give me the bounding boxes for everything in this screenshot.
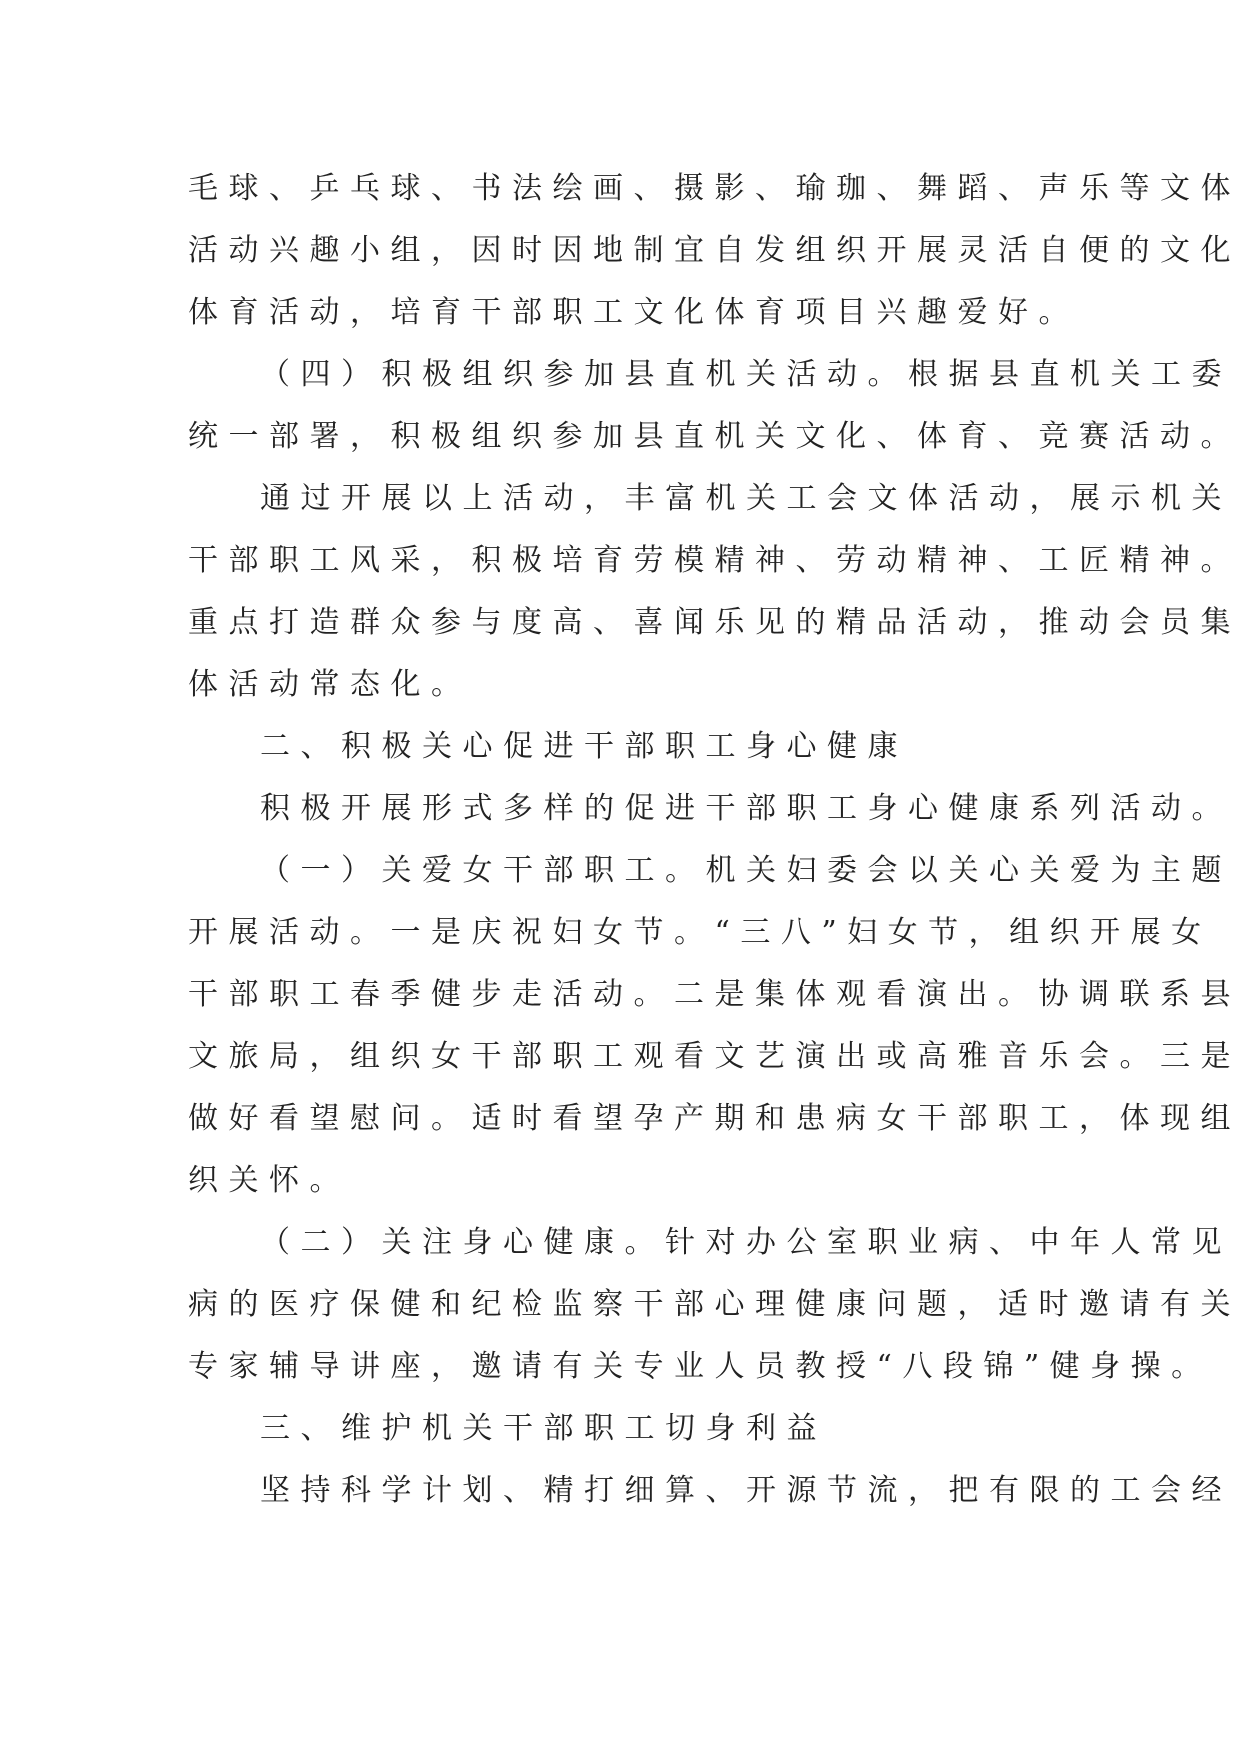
text-line: 体育活动，培育干部职工文化体育项目兴趣爱好。: [188, 295, 1079, 330]
text-line: 活动兴趣小组，因时因地制宜自发组织开展灵活自便的文化: [188, 233, 1241, 268]
text-line: 病的医疗保健和纪检监察干部心理健康问题，适时邀请有关: [188, 1287, 1241, 1322]
text-line: 体活动常态化。: [188, 667, 472, 702]
text-line: 毛球、乒乓球、书法绘画、摄影、瑜珈、舞蹈、声乐等文体: [188, 171, 1241, 206]
document-body: [188, 158, 1241, 1522]
text-line: （四）积极组织参加县直机关活动。根据县直机关工委: [260, 357, 1232, 392]
text-line: 做好看望慰问。适时看望孕产期和患病女干部职工，体现组: [188, 1101, 1241, 1136]
text-line: 通过开展以上活动，丰富机关工会文体活动，展示机关: [260, 481, 1232, 516]
text-line: 坚持科学计划、精打细算、开源节流，把有限的工会经: [260, 1473, 1232, 1508]
text-line: 干部职工春季健步走活动。二是集体观看演出。协调联系县: [188, 977, 1241, 1012]
text-line: （一）关爱女干部职工。机关妇委会以关心关爱为主题: [260, 853, 1232, 888]
text-line: 干部职工风采，积极培育劳模精神、劳动精神、工匠精神。: [188, 543, 1241, 578]
section-heading: 二、积极关心促进干部职工身心健康: [260, 729, 908, 764]
text-line: 织关怀。: [188, 1163, 350, 1198]
text-line: 文旅局，组织女干部职工观看文艺演出或高雅音乐会。三是: [188, 1039, 1241, 1074]
text-line: 积极开展形式多样的促进干部职工身心健康系列活动。: [260, 791, 1232, 826]
text-line: 重点打造群众参与度高、喜闻乐见的精品活动，推动会员集: [188, 605, 1241, 640]
section-heading: 三、维护机关干部职工切身利益: [260, 1411, 827, 1446]
text-line: 专家辅导讲座，邀请有关专业人员教授“八段锦”健身操。: [188, 1349, 1212, 1384]
text-line: 开展活动。一是庆祝妇女节。“三八”妇女节，组织开展女: [188, 915, 1212, 950]
text-line: 统一部署，积极组织参加县直机关文化、体育、竞赛活动。: [188, 419, 1241, 454]
text-line: （二）关注身心健康。针对办公室职业病、中年人常见: [260, 1225, 1232, 1260]
